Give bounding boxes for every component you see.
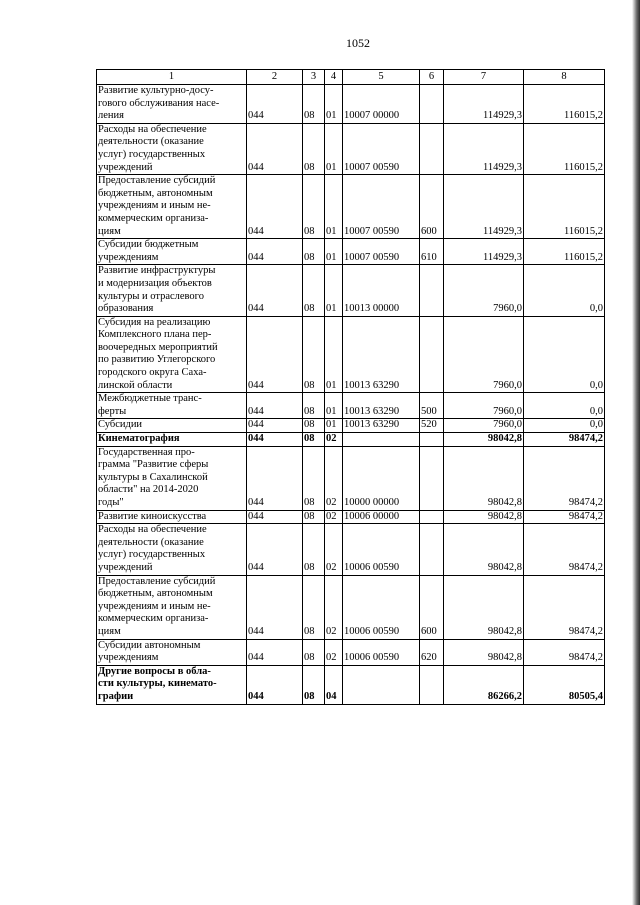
section-code-cell: 08 (303, 85, 325, 124)
target-article-cell: 10006 00590 (343, 639, 420, 665)
subsection-code-cell: 02 (325, 433, 343, 447)
target-article-cell: 10006 00590 (343, 575, 420, 639)
amount-year2-cell: 80505,4 (524, 665, 605, 704)
amount-year2-cell: 98474,2 (524, 433, 605, 447)
expense-type-cell (420, 265, 444, 316)
expense-type-cell (420, 85, 444, 124)
header-cell: 8 (524, 70, 605, 85)
row-name-cell: Кинематография (97, 433, 247, 447)
target-article-cell: 10007 00590 (343, 123, 420, 174)
amount-year2-cell: 116015,2 (524, 123, 605, 174)
header-row (97, 70, 605, 85)
subsection-code-cell: 02 (325, 446, 343, 510)
section-code-cell: 08 (303, 265, 325, 316)
header-cell: 6 (420, 70, 444, 85)
admin-code-cell: 044 (247, 175, 303, 239)
expense-type-cell (420, 123, 444, 174)
expense-type-cell (420, 446, 444, 510)
section-code-cell: 08 (303, 639, 325, 665)
expense-type-cell (420, 524, 444, 575)
amount-year2-cell: 0,0 (524, 393, 605, 419)
amount-year2-cell: 98474,2 (524, 510, 605, 524)
subsection-code-cell: 02 (325, 524, 343, 575)
amount-year1-cell: 114929,3 (444, 239, 524, 265)
row-name-cell: Субсидии (97, 419, 247, 433)
budget-table (96, 69, 605, 705)
row-name-cell: Расходы на обеспечение деятельности (оказание услуг) государственных учреждений (97, 524, 247, 575)
target-article-cell: 10013 63290 (343, 393, 420, 419)
section-code-cell: 08 (303, 419, 325, 433)
scan-edge-shadow (632, 0, 640, 905)
section-code-cell: 08 (303, 575, 325, 639)
amount-year2-cell: 98474,2 (524, 639, 605, 665)
target-article-cell: 10007 00590 (343, 239, 420, 265)
subsection-code-cell: 02 (325, 639, 343, 665)
amount-year1-cell: 7960,0 (444, 316, 524, 393)
table-row (97, 175, 605, 239)
row-name-cell: Развитие инфраструктуры и модернизация объектов культуры и отраслевого образования (97, 265, 247, 316)
section-code-cell: 08 (303, 393, 325, 419)
admin-code-cell: 044 (247, 510, 303, 524)
amount-year1-cell: 7960,0 (444, 419, 524, 433)
admin-code-cell: 044 (247, 419, 303, 433)
table-row (97, 393, 605, 419)
amount-year1-cell: 86266,2 (444, 665, 524, 704)
row-name-cell: Другие вопросы в обла- сти культуры, кинемато- графии (97, 665, 247, 704)
expense-type-cell: 620 (420, 639, 444, 665)
section-code-cell: 08 (303, 665, 325, 704)
target-article-cell: 10007 00000 (343, 85, 420, 124)
row-name-cell: Предоставление субсидий бюджетным, автономным учреждениям и иным не- коммерческим организа- циям (97, 175, 247, 239)
table-row (97, 446, 605, 510)
amount-year1-cell: 98042,8 (444, 575, 524, 639)
table-row (97, 265, 605, 316)
header-cell: 1 (97, 70, 247, 85)
header-cell: 3 (303, 70, 325, 85)
amount-year1-cell: 98042,8 (444, 446, 524, 510)
admin-code-cell: 044 (247, 639, 303, 665)
amount-year2-cell: 116015,2 (524, 85, 605, 124)
target-article-cell: 10006 00590 (343, 524, 420, 575)
expense-type-cell (420, 510, 444, 524)
subsection-code-cell: 01 (325, 265, 343, 316)
admin-code-cell: 044 (247, 393, 303, 419)
expense-type-cell (420, 433, 444, 447)
table-row (97, 510, 605, 524)
expense-type-cell: 600 (420, 575, 444, 639)
subsection-code-cell: 01 (325, 85, 343, 124)
target-article-cell: 10007 00590 (343, 175, 420, 239)
amount-year1-cell: 114929,3 (444, 175, 524, 239)
subsection-code-cell: 01 (325, 316, 343, 393)
admin-code-cell: 044 (247, 316, 303, 393)
amount-year2-cell: 116015,2 (524, 175, 605, 239)
row-name-cell: Субсидии автономным учреждениям (97, 639, 247, 665)
subsection-code-cell: 01 (325, 419, 343, 433)
admin-code-cell: 044 (247, 85, 303, 124)
expense-type-cell: 600 (420, 175, 444, 239)
section-code-cell: 08 (303, 524, 325, 575)
amount-year1-cell: 7960,0 (444, 393, 524, 419)
row-name-cell: Межбюджетные транс- ферты (97, 393, 247, 419)
row-name-cell: Предоставление субсидий бюджетным, автономным учреждениям и иным не- коммерческим организа- циям (97, 575, 247, 639)
amount-year2-cell: 0,0 (524, 265, 605, 316)
section-code-cell: 08 (303, 510, 325, 524)
target-article-cell (343, 433, 420, 447)
admin-code-cell: 044 (247, 239, 303, 265)
table-row (97, 419, 605, 433)
target-article-cell: 10006 00000 (343, 510, 420, 524)
section-code-cell: 08 (303, 175, 325, 239)
subsection-code-cell: 01 (325, 175, 343, 239)
amount-year1-cell: 98042,8 (444, 639, 524, 665)
table-row (97, 239, 605, 265)
row-name-cell: Развитие культурно-досу- гового обслуживания насе- ления (97, 85, 247, 124)
expense-type-cell: 610 (420, 239, 444, 265)
admin-code-cell: 044 (247, 265, 303, 316)
expense-type-cell: 520 (420, 419, 444, 433)
section-code-cell: 08 (303, 123, 325, 174)
row-name-cell: Субсидии бюджетным учреждениям (97, 239, 247, 265)
amount-year1-cell: 98042,8 (444, 510, 524, 524)
target-article-cell: 10013 00000 (343, 265, 420, 316)
table-row (97, 433, 605, 447)
table-row (97, 123, 605, 174)
section-code-cell: 08 (303, 433, 325, 447)
subsection-code-cell: 01 (325, 239, 343, 265)
row-name-cell: Государственная про- грамма "Развитие сферы культуры в Сахалинской области" на 2014-2020 годы" (97, 446, 247, 510)
target-article-cell: 10013 63290 (343, 316, 420, 393)
header-cell: 2 (247, 70, 303, 85)
admin-code-cell: 044 (247, 446, 303, 510)
amount-year2-cell: 0,0 (524, 316, 605, 393)
subsection-code-cell: 02 (325, 575, 343, 639)
row-name-cell: Расходы на обеспечение деятельности (оказание услуг) государственных учреждений (97, 123, 247, 174)
page-number: 1052 (346, 36, 370, 50)
table-row (97, 524, 605, 575)
section-code-cell: 08 (303, 316, 325, 393)
amount-year1-cell: 98042,8 (444, 524, 524, 575)
admin-code-cell: 044 (247, 123, 303, 174)
amount-year2-cell: 98474,2 (524, 524, 605, 575)
admin-code-cell: 044 (247, 524, 303, 575)
row-name-cell: Развитие киноискусства (97, 510, 247, 524)
table-row (97, 575, 605, 639)
subsection-code-cell: 01 (325, 393, 343, 419)
section-code-cell: 08 (303, 446, 325, 510)
table-body (97, 85, 605, 705)
admin-code-cell: 044 (247, 665, 303, 704)
section-code-cell: 08 (303, 239, 325, 265)
table-row (97, 316, 605, 393)
table-row (97, 639, 605, 665)
subsection-code-cell: 04 (325, 665, 343, 704)
target-article-cell (343, 665, 420, 704)
amount-year2-cell: 0,0 (524, 419, 605, 433)
amount-year2-cell: 98474,2 (524, 446, 605, 510)
amount-year2-cell: 98474,2 (524, 575, 605, 639)
amount-year1-cell: 114929,3 (444, 123, 524, 174)
admin-code-cell: 044 (247, 433, 303, 447)
expense-type-cell: 500 (420, 393, 444, 419)
header-cell: 5 (343, 70, 420, 85)
header-cell: 7 (444, 70, 524, 85)
header-cell: 4 (325, 70, 343, 85)
subsection-code-cell: 01 (325, 123, 343, 174)
table-row (97, 85, 605, 124)
amount-year1-cell: 114929,3 (444, 85, 524, 124)
expense-type-cell (420, 316, 444, 393)
row-name-cell: Субсидия на реализацию Комплексного плана пер- воочередных мероприятий по развитию Углегорского городского округа Саха- линской области (97, 316, 247, 393)
amount-year1-cell: 98042,8 (444, 433, 524, 447)
table-row (97, 665, 605, 704)
target-article-cell: 10000 00000 (343, 446, 420, 510)
amount-year2-cell: 116015,2 (524, 239, 605, 265)
target-article-cell: 10013 63290 (343, 419, 420, 433)
subsection-code-cell: 02 (325, 510, 343, 524)
amount-year1-cell: 7960,0 (444, 265, 524, 316)
expense-type-cell (420, 665, 444, 704)
admin-code-cell: 044 (247, 575, 303, 639)
